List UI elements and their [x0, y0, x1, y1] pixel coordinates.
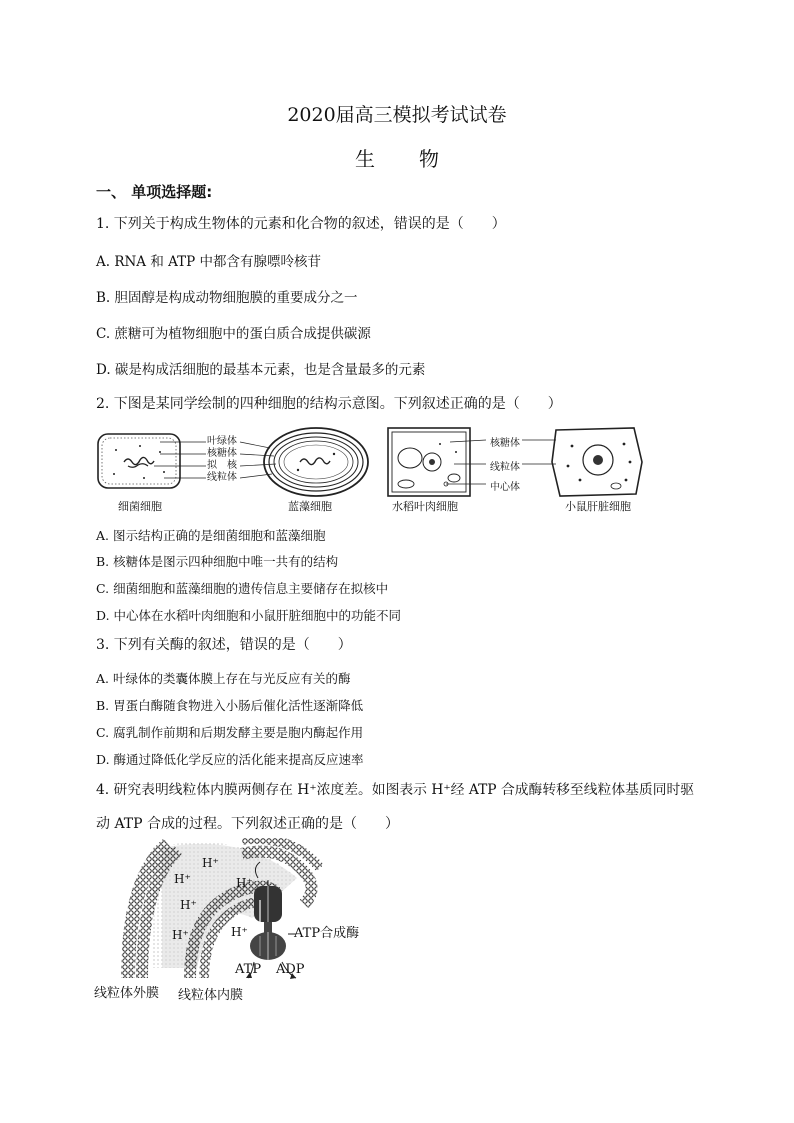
h-ion-label-3: H⁺: [236, 876, 253, 890]
q2-stem: 2. 下图是某同学绘制的四种细胞的结构示意图。下列叙述正确的是（ ）: [96, 396, 562, 412]
subject-char-1: 生: [355, 147, 375, 171]
q3-option-d: D. 酶通过降低化学反应的活化能来提高反应速率: [96, 752, 364, 767]
label-chloroplast: 叶绿体: [207, 436, 237, 447]
q2-option-c: C. 细菌细胞和蓝藻细胞的遗传信息主要储存在拟核中: [96, 581, 389, 596]
liver-cell-drawing: [552, 428, 642, 496]
q1-option-a: A. RNA 和 ATP 中都含有腺嘌呤核苷: [96, 254, 322, 270]
label-nucleoid: 拟 核: [207, 460, 237, 471]
label-mitochondria-2: 线粒体: [490, 462, 520, 473]
adp-label: ADP: [276, 962, 305, 977]
label-ribosome-2: 核糖体: [490, 438, 520, 449]
h-ion-label-6: H⁺: [231, 925, 248, 939]
atp-label: ATP: [235, 962, 262, 977]
q3-option-c: C. 腐乳制作前期和后期发酵主要是胞内酶起作用: [96, 725, 364, 740]
q3-option-b: B. 胃蛋白酶随食物进入小肠后催化活性逐渐降低: [96, 698, 364, 713]
atp-synthase-drawing: [250, 886, 286, 960]
exam-title: 2020届高三模拟考试试卷: [287, 104, 507, 126]
caption-cyanobacteria: 蓝藻细胞: [288, 500, 332, 513]
q2-option-d: D. 中心体在水稻叶肉细胞和小鼠肝脏细胞中的功能不同: [96, 608, 402, 623]
cyanobacteria-cell-drawing: [264, 428, 368, 496]
label-centriole: 中心体: [490, 482, 520, 493]
h-ion-label-1: H⁺: [202, 856, 219, 870]
q1-option-d: D. 碳是构成活细胞的最基本元素，也是含量最多的元素: [96, 362, 426, 378]
q4-stem-line1: 4. 研究表明线粒体内膜两侧存在 H⁺浓度差。如图表示 H⁺经 ATP 合成酶转移至线粒体基质同时驱: [96, 782, 695, 798]
subject-char-2: 物: [419, 147, 439, 171]
subject-title: [0, 143, 794, 172]
h-ion-label-2: H⁺: [174, 872, 191, 886]
caption-bacteria: 细菌细胞: [118, 500, 162, 513]
q4-stem-line2: 动 ATP 合成的过程。下列叙述正确的是（ ）: [96, 816, 400, 832]
outer-membrane-label: 线粒体外膜: [94, 986, 160, 1001]
caption-rice-cell: 水稻叶肉细胞: [392, 500, 458, 513]
section-heading: 一、 单项选择题:: [96, 183, 213, 201]
label-ribosome: 核糖体: [207, 448, 237, 459]
h-ion-label-5: H⁺: [172, 928, 189, 942]
q1-stem: 1. 下列关于构成生物体的元素和化合物的叙述，错误的是（ ）: [96, 216, 506, 232]
q2-option-a: A. 图示结构正确的是细菌细胞和蓝藻细胞: [96, 528, 326, 543]
rice-cell-drawing: [388, 428, 470, 496]
q2-option-b: B. 核糖体是图示四种细胞中唯一共有的结构: [96, 554, 339, 569]
q1-option-b: B. 胆固醇是构成动物细胞膜的重要成分之一: [96, 290, 358, 306]
atp-synthase-label: ATP合成酶: [294, 926, 360, 941]
label-mitochondria: 线粒体: [207, 472, 237, 483]
h-ion-label-4: H⁺: [180, 898, 197, 912]
inner-membrane-label: 线粒体内膜: [178, 988, 244, 1003]
q1-option-c: C. 蔗糖可为植物细胞中的蛋白质合成提供碳源: [96, 326, 371, 342]
mitochondria-membrane-figure: [92, 838, 372, 1003]
q3-option-a: A. 叶绿体的类囊体膜上存在与光反应有关的酶: [96, 671, 351, 686]
caption-liver-cell: 小鼠肝脏细胞: [565, 500, 631, 513]
q3-stem: 3. 下列有关酶的叙述，错误的是（ ）: [96, 637, 352, 653]
